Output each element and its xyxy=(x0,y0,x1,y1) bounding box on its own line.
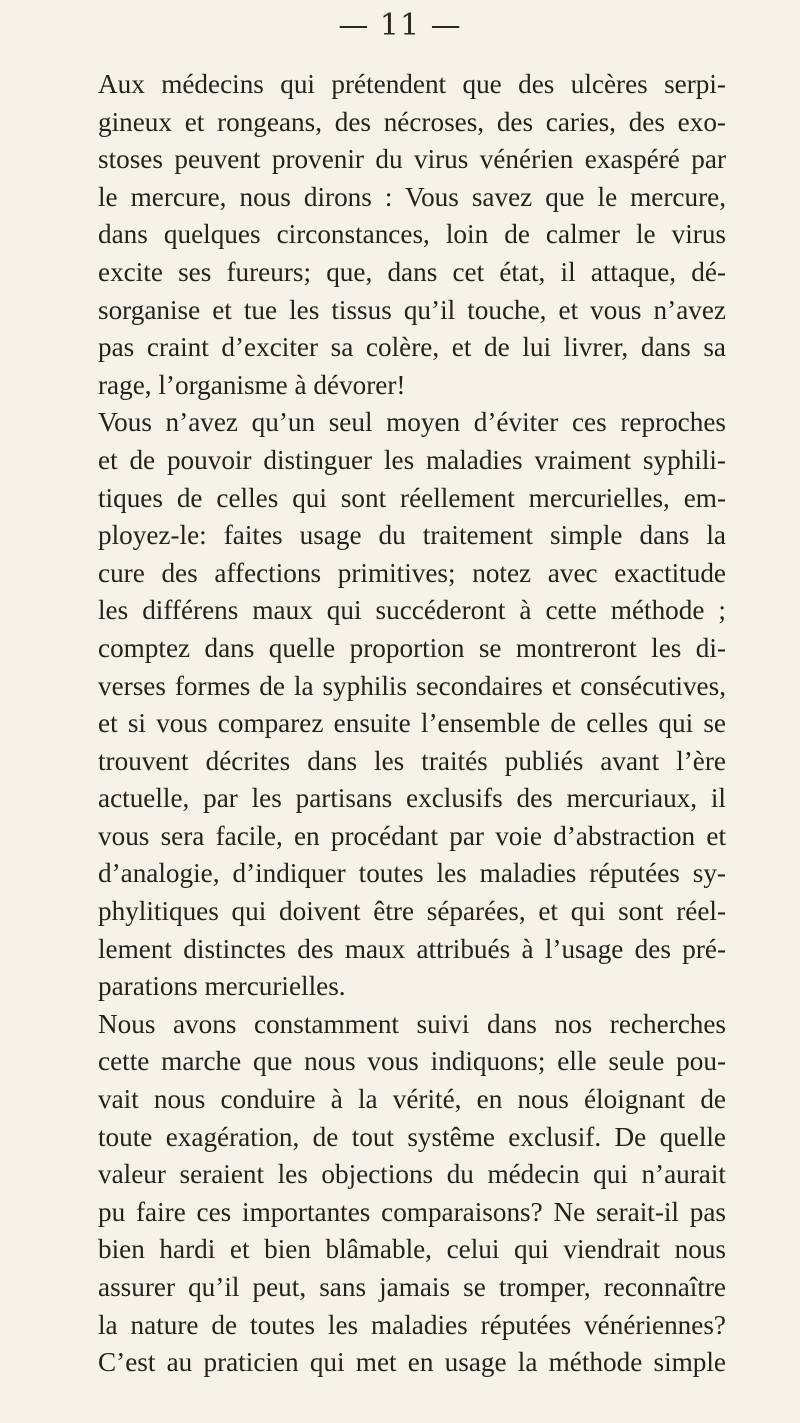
text-line: vous sera facile, en procédant par voie d’abstraction et xyxy=(98,820,726,851)
text-line: et de pouvoir distinguer les maladies vraiment syphili- xyxy=(98,444,726,475)
text-line: vait nous conduire à la vérité, en nous éloignant de xyxy=(98,1084,726,1115)
page-number: — 11 — xyxy=(338,8,462,43)
text-line: gineux et rongeans, des nécroses, des caries, des exo- xyxy=(98,106,726,137)
text-line: la nature de toutes les maladies réputées vénériennes? xyxy=(98,1309,726,1340)
text-line: Vous n’avez qu’un seul moyen d’éviter ces reproches xyxy=(98,407,726,438)
text-line: rage, l’organisme à dévorer! xyxy=(98,369,406,400)
text-line: dans quelques circonstances, loin de calmer le virus xyxy=(98,219,726,250)
text-line: assurer qu’il peut, sans jamais se tromper, reconnaître xyxy=(98,1272,726,1302)
text-line: cette marche que nous vous indiquons; elle seule pou- xyxy=(98,1046,726,1077)
text-line: comptez dans quelle proportion se montreront les di- xyxy=(98,632,726,663)
text-line: cure des affections primitives; notez avec exactitude xyxy=(98,557,726,588)
text-line: actuelle, par les partisans exclusifs des mercuriaux, il xyxy=(98,783,726,814)
text-line: Aux médecins qui prétendent que des ulcères serpi- xyxy=(98,69,726,99)
text-line: Nous avons constamment suivi dans nos recherches xyxy=(98,1008,726,1039)
text-line: sorganise et tue les tissus qu’il touche, et vous n’avez xyxy=(98,294,726,325)
text-line: C’est au praticien qui met en usage la méthode simple xyxy=(98,1347,726,1378)
text-line: pu faire ces importantes comparaisons? Ne serait-il pas xyxy=(98,1196,726,1227)
text-line: excite ses fureurs; que, dans cet état, il attaque, dé- xyxy=(98,256,726,287)
text-line: et si vous comparez ensuite l’ensemble de celles qui se xyxy=(98,708,726,739)
text-line: les différens maux qui succéderont à cette méthode ; xyxy=(98,595,726,626)
text-line: bien hardi et bien blâmable, celui qui viendrait nous xyxy=(98,1234,726,1265)
text-line: trouvent décrites dans les traités publiés avant l’ère xyxy=(98,745,726,776)
body-text xyxy=(98,66,726,1382)
text-line: parations mercurielles. xyxy=(98,971,346,1002)
text-line: phylitiques qui doivent être séparées, et qui sont réel- xyxy=(98,896,726,927)
text-line: le mercure, nous dirons : Vous savez que le mercure, xyxy=(98,181,726,212)
text-line: valeur seraient les objections du médecin qui n’aurait xyxy=(98,1159,726,1190)
text-line: stoses peuvent provenir du virus vénérien exaspéré par xyxy=(98,144,726,175)
text-line: tiques de celles qui sont réellement mercurielles, em- xyxy=(98,482,726,513)
text-line: lement distinctes des maux attribués à l’usage des pré- xyxy=(98,933,726,964)
text-line: pas craint d’exciter sa colère, et de lui livrer, dans sa xyxy=(98,332,726,363)
text-line: verses formes de la syphilis secondaires et consécutives, xyxy=(98,670,726,701)
text-line: d’analogie, d’indiquer toutes les maladies réputées sy- xyxy=(98,858,726,889)
text-line: toute exagération, de tout systême exclusif. De quelle xyxy=(98,1121,726,1152)
text-line: ployez-le: faites usage du traitement simple dans la xyxy=(98,520,726,551)
